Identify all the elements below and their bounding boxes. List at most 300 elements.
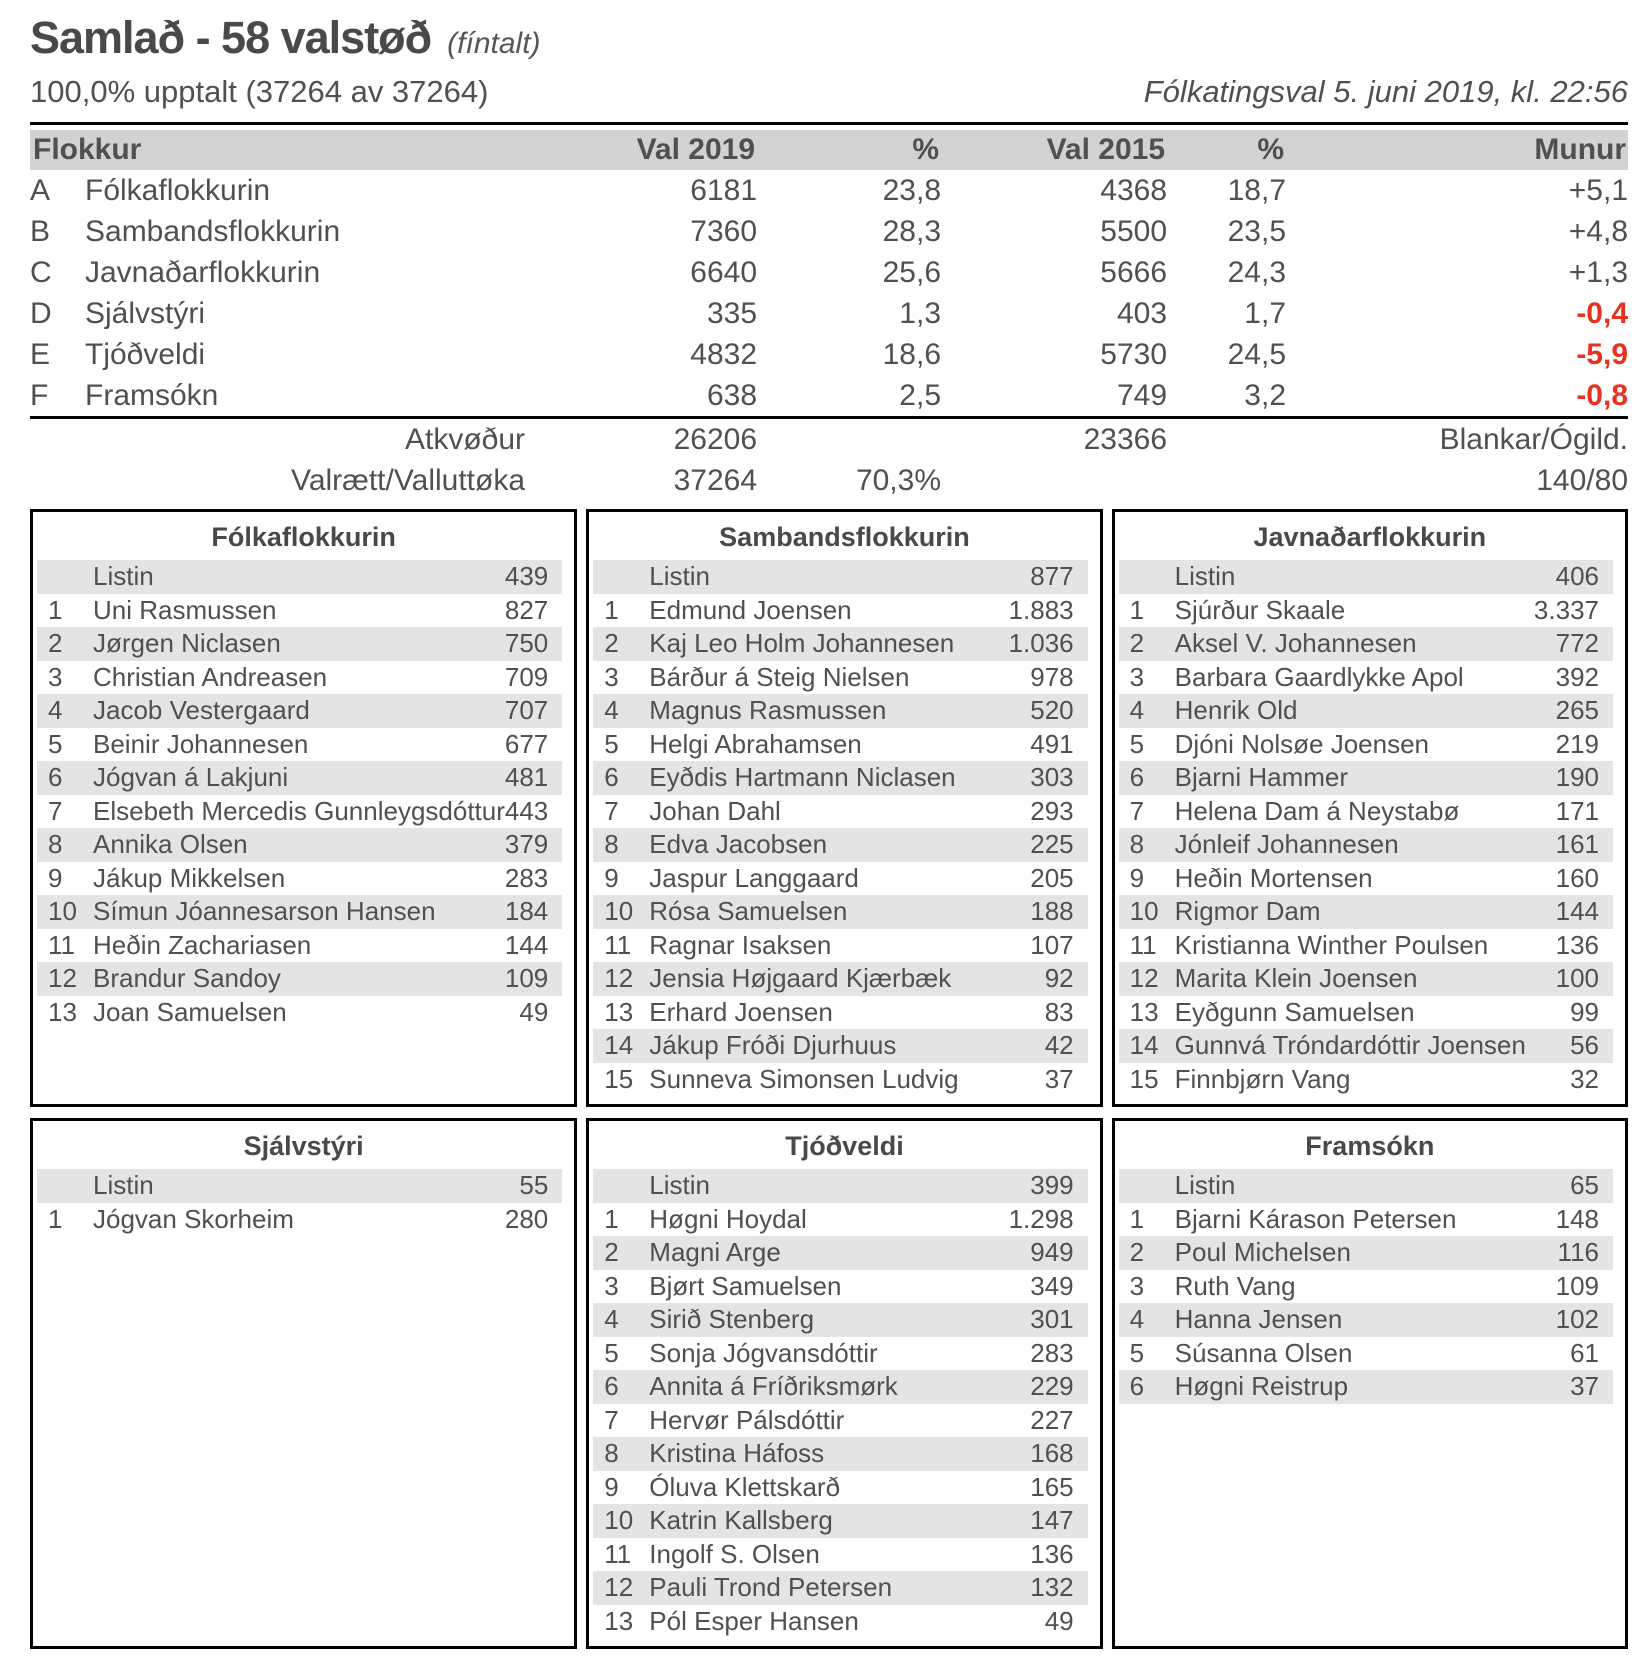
candidate-number: 1: [1129, 594, 1145, 625]
candidate-number: 12: [1129, 963, 1159, 994]
candidate-number: 6: [1129, 1371, 1145, 1402]
val-2015: 403: [1116, 296, 1168, 330]
munur: -5,9: [1576, 337, 1629, 371]
pct-2019: 18,6: [882, 337, 942, 371]
party-box-title: Sambandsflokkurin: [719, 522, 970, 552]
candidate-row: [593, 1370, 1087, 1404]
candidate-name: Pauli Trond Petersen: [649, 1572, 893, 1603]
summary-footer: [30, 418, 1628, 502]
listin-row: [593, 560, 1087, 594]
candidate-name: Listin: [1174, 1170, 1236, 1201]
candidate-name: Ruth Vang: [1174, 1270, 1296, 1301]
candidate-name: Jógvan Skorheim: [93, 1203, 294, 1234]
candidate-votes: 107: [1030, 929, 1074, 960]
candidate-number: 4: [604, 695, 619, 726]
candidate-row: [593, 1471, 1087, 1505]
summary-header: [30, 130, 1628, 170]
footer-label: Atkvøður: [30, 418, 525, 461]
footer-val-2019: 37264: [673, 463, 758, 497]
candidate-votes: 102: [1555, 1304, 1599, 1335]
val-2015: 749: [1116, 378, 1168, 412]
candidate-name: Kristina Háfoss: [649, 1438, 825, 1469]
candidate-votes: 144: [504, 929, 549, 960]
summary-row: [30, 375, 1628, 418]
candidate-name: Símun Jóannesarson Hansen: [93, 896, 436, 927]
candidate-row: [37, 795, 562, 829]
val-2015: 5500: [1100, 214, 1168, 248]
candidate-name: Jaspur Langgaard: [649, 862, 859, 893]
val-2019: 4832: [690, 337, 758, 371]
page-title: Samlað - 58 valstøð: [30, 12, 432, 63]
candidate-name: Sonja Jógvansdóttir: [649, 1337, 878, 1368]
candidate-votes: 293: [1030, 795, 1074, 826]
candidate-row: [593, 1029, 1087, 1063]
candidate-votes: 205: [1030, 862, 1074, 893]
candidate-row: [593, 694, 1087, 728]
candidate-name: Bjarni Hammer: [1174, 762, 1349, 793]
candidate-number: 12: [604, 963, 634, 994]
candidate-votes: 827: [504, 594, 549, 625]
candidate-name: Eyðgunn Samuelsen: [1174, 996, 1415, 1027]
candidate-name: Helena Dam á Neystabø: [1174, 795, 1460, 826]
candidate-row: [1119, 661, 1613, 695]
pct-2015: 24,5: [1227, 337, 1287, 371]
candidate-row: [37, 962, 562, 996]
candidate-row: [1119, 1236, 1613, 1270]
candidate-name: Listin: [93, 561, 154, 592]
val-2015: 4368: [1100, 173, 1168, 207]
candidate-name: Listin: [649, 561, 710, 592]
candidate-row: [593, 1337, 1087, 1371]
candidate-number: 13: [48, 996, 77, 1027]
candidate-row: [593, 761, 1087, 795]
candidate-row: [1119, 962, 1613, 996]
candidate-row: [593, 1605, 1087, 1639]
candidate-number: 6: [48, 762, 63, 793]
party-name: Sjálvstýri: [85, 296, 206, 330]
candidate-name: Listin: [1174, 561, 1236, 592]
footer-munur: 140/80: [1536, 463, 1629, 497]
footer-val-2015: 23366: [941, 418, 1167, 461]
party-name: Javnaðarflokkurin: [85, 255, 321, 289]
candidate-row: [593, 1437, 1087, 1471]
candidate-name: Christian Andreasen: [93, 661, 328, 692]
listin-row: [37, 1169, 562, 1203]
candidate-name: Katrin Kallsberg: [649, 1505, 833, 1536]
candidate-row: [1119, 627, 1613, 661]
candidate-votes: 280: [504, 1203, 549, 1234]
candidate-row: [1119, 1063, 1613, 1097]
col-val-2015: Val 2015: [941, 130, 1167, 170]
candidate-number: 5: [48, 728, 63, 759]
candidate-name: Finnbjørn Vang: [1174, 1063, 1351, 1094]
val-2015: 5666: [1100, 255, 1168, 289]
candidate-number: 13: [604, 996, 634, 1027]
candidate-name: Hanna Jensen: [1174, 1304, 1343, 1335]
candidate-row: [593, 627, 1087, 661]
party-letter: F: [30, 378, 49, 412]
candidate-name: Súsanna Olsen: [1174, 1337, 1353, 1368]
candidate-name: Brandur Sandoy: [93, 963, 281, 994]
candidate-votes: 707: [504, 695, 549, 726]
candidate-row: [1119, 1270, 1613, 1304]
candidate-number: 11: [48, 929, 75, 960]
munur: -0,8: [1576, 378, 1629, 412]
candidate-row: [1119, 895, 1613, 929]
candidate-row: [593, 828, 1087, 862]
val-2019: 6181: [690, 173, 758, 207]
candidate-name: Helgi Abrahamsen: [649, 728, 862, 759]
candidate-row: [593, 728, 1087, 762]
candidate-number: 1: [48, 1203, 63, 1234]
listin-row: [593, 1169, 1087, 1203]
candidate-name: Edmund Joensen: [649, 594, 852, 625]
candidate-row: [593, 895, 1087, 929]
party-box-title: Fólkaflokkurin: [211, 522, 396, 552]
candidate-votes: 92: [1044, 963, 1074, 994]
candidate-votes: 1.036: [1008, 628, 1074, 659]
candidate-votes: 219: [1555, 728, 1599, 759]
candidate-name: Barbara Gaardlykke Apol: [1174, 661, 1464, 692]
candidate-votes: 55: [519, 1170, 549, 1201]
candidate-votes: 709: [504, 661, 549, 692]
candidate-name: Jógvan á Lakjuni: [93, 762, 289, 793]
candidate-number: 12: [604, 1572, 634, 1603]
party-letter: E: [30, 337, 51, 371]
listin-row: [1119, 560, 1613, 594]
candidate-votes: 677: [504, 728, 549, 759]
candidate-name: Elsebeth Mercedis Gunnleygsdóttur: [93, 795, 505, 826]
candidate-row: [37, 694, 562, 728]
footer-label: Valrætt/Valluttøka: [291, 463, 526, 497]
candidate-name: Poul Michelsen: [1174, 1237, 1351, 1268]
val-2019: 638: [706, 378, 758, 412]
candidate-name: Ragnar Isaksen: [649, 929, 832, 960]
party-name: Fólkaflokkurin: [85, 173, 271, 207]
candidate-number: 8: [604, 1438, 619, 1469]
candidate-votes: 168: [1030, 1438, 1074, 1469]
candidate-name: Jákup Fróði Djurhuus: [649, 1030, 897, 1061]
candidate-name: Annika Olsen: [93, 829, 248, 860]
candidate-votes: 49: [1044, 1605, 1074, 1636]
candidate-number: 2: [604, 1237, 619, 1268]
candidate-votes: 1.298: [1008, 1203, 1074, 1234]
pct-2015: 23,5: [1227, 214, 1287, 248]
col-munur: Munur: [1286, 130, 1628, 170]
pct-2019: 23,8: [882, 173, 942, 207]
candidate-name: Jacob Vestergaard: [93, 695, 310, 726]
candidate-votes: 1.883: [1008, 594, 1074, 625]
party-box: [30, 1118, 577, 1649]
summary-row: [30, 293, 1628, 334]
candidate-number: 1: [48, 594, 63, 625]
listin-row: [37, 560, 562, 594]
munur: +4,8: [1568, 214, 1629, 248]
candidate-row: [37, 929, 562, 963]
candidate-row: [37, 862, 562, 896]
candidate-name: Sirið Stenberg: [649, 1304, 815, 1335]
candidate-name: Edva Jacobsen: [649, 829, 828, 860]
party-box-title: Javnaðarflokkurin: [1253, 522, 1487, 552]
candidate-name: Gunnvá Tróndardóttir Joensen: [1174, 1030, 1526, 1061]
candidate-votes: 161: [1555, 829, 1599, 860]
summary-footer-row: [30, 460, 1628, 501]
candidate-number: 3: [604, 661, 619, 692]
candidate-row: [1119, 594, 1613, 628]
candidate-votes: 190: [1555, 762, 1599, 793]
candidate-number: 7: [604, 1404, 619, 1435]
party-box-title: Sjálvstýri: [243, 1131, 364, 1161]
candidate-name: Aksel V. Johannesen: [1174, 628, 1417, 659]
candidate-votes: 32: [1570, 1063, 1599, 1094]
party-letter: B: [30, 214, 51, 248]
candidate-number: 4: [1129, 695, 1145, 726]
candidate-name: Erhard Joensen: [649, 996, 833, 1027]
candidate-votes: 136: [1555, 929, 1599, 960]
munur: +1,3: [1568, 255, 1629, 289]
candidate-number: 5: [604, 728, 619, 759]
party-box-title: Framsókn: [1305, 1131, 1435, 1161]
candidate-number: 8: [604, 829, 619, 860]
candidate-votes: 399: [1030, 1170, 1074, 1201]
summary-row: [30, 211, 1628, 252]
candidate-name: Bjørt Samuelsen: [649, 1270, 842, 1301]
party-letter: C: [30, 255, 52, 289]
candidate-number: 15: [1129, 1063, 1159, 1094]
candidate-votes: 349: [1030, 1270, 1074, 1301]
candidate-row: [37, 661, 562, 695]
candidate-votes: 772: [1555, 628, 1599, 659]
page-title-suffix: (fíntalt): [447, 27, 541, 60]
candidate-votes: 301: [1030, 1304, 1074, 1335]
candidate-votes: 225: [1030, 829, 1074, 860]
candidate-row: [593, 1203, 1087, 1237]
val-2019: 335: [706, 296, 758, 330]
candidate-votes: 116: [1557, 1237, 1599, 1268]
candidate-name: Djóni Nolsøe Joensen: [1174, 728, 1429, 759]
candidate-row: [593, 929, 1087, 963]
candidate-votes: 165: [1030, 1471, 1074, 1502]
candidate-number: 10: [48, 896, 77, 927]
candidate-votes: 56: [1570, 1030, 1599, 1061]
party-letter: A: [30, 173, 51, 207]
candidate-row: [593, 996, 1087, 1030]
candidate-row: [37, 1203, 562, 1237]
summary-row: [30, 334, 1628, 375]
candidate-row: [1119, 761, 1613, 795]
candidate-number: 11: [604, 929, 632, 960]
candidate-votes: 877: [1030, 561, 1074, 592]
candidate-number: 8: [1129, 829, 1145, 860]
pct-2019: 1,3: [899, 296, 942, 330]
party-box: [1112, 509, 1628, 1107]
candidate-name: Rigmor Dam: [1174, 896, 1321, 927]
candidate-number: 1: [1129, 1203, 1145, 1234]
pct-2015: 24,3: [1227, 255, 1287, 289]
candidate-row: [37, 828, 562, 862]
candidate-votes: 65: [1570, 1170, 1599, 1201]
candidate-name: Johan Dahl: [649, 795, 781, 826]
party-box-title: Tjóðveldi: [785, 1131, 904, 1161]
footer-pct-2015: [1167, 460, 1286, 501]
candidate-votes: 99: [1570, 996, 1599, 1027]
candidate-votes: 949: [1030, 1237, 1074, 1268]
candidate-number: 13: [1129, 996, 1159, 1027]
munur: +5,1: [1568, 173, 1629, 207]
candidate-row: [1119, 828, 1613, 862]
candidate-number: 6: [604, 1371, 619, 1402]
candidate-votes: 37: [1570, 1371, 1599, 1402]
party-name: Sambandsflokkurin: [85, 214, 341, 248]
candidate-name: Listin: [649, 1170, 710, 1201]
election-date: Fólkatingsval 5. juni 2019, kl. 22:56: [1143, 74, 1628, 109]
val-2019: 7360: [690, 214, 758, 248]
col-flokkur: Flokkur: [30, 130, 525, 170]
candidate-name: Magni Arge: [649, 1237, 781, 1268]
col-pct-2015: %: [1167, 130, 1286, 170]
candidate-votes: 61: [1570, 1337, 1599, 1368]
candidate-row: [593, 1236, 1087, 1270]
candidate-name: Ingolf S. Olsen: [649, 1538, 820, 1569]
candidate-row: [593, 1270, 1087, 1304]
summary-body: [30, 170, 1628, 418]
party-letter: D: [30, 296, 52, 330]
candidate-votes: 283: [1030, 1337, 1074, 1368]
candidate-votes: 148: [1555, 1203, 1599, 1234]
candidate-row: [1119, 694, 1613, 728]
candidate-number: 10: [604, 896, 634, 927]
summary-header-row: [30, 130, 1628, 170]
sub-header: [30, 74, 1628, 125]
candidate-number: 1: [604, 594, 619, 625]
candidate-row: [593, 862, 1087, 896]
candidate-name: Rósa Samuelsen: [649, 896, 848, 927]
candidate-votes: 406: [1555, 561, 1599, 592]
pct-2019: 25,6: [882, 255, 942, 289]
candidate-votes: 37: [1044, 1063, 1074, 1094]
candidate-number: 7: [604, 795, 619, 826]
candidate-name: Magnus Rasmussen: [649, 695, 887, 726]
candidate-name: Bárður á Steig Nielsen: [649, 661, 910, 692]
candidate-number: 2: [604, 628, 619, 659]
candidate-name: Annita á Fríðriksmørk: [649, 1371, 898, 1402]
candidate-number: 2: [1129, 628, 1145, 659]
candidate-row: [593, 1504, 1087, 1538]
candidate-name: Listin: [93, 1170, 154, 1201]
candidate-number: 6: [1129, 762, 1145, 793]
candidate-number: 14: [604, 1030, 634, 1061]
val-2015: 5730: [1100, 337, 1168, 371]
pct-2015: 3,2: [1244, 378, 1287, 412]
candidate-votes: 144: [1555, 896, 1599, 927]
candidate-row: [37, 761, 562, 795]
candidate-votes: 491: [1030, 728, 1074, 759]
candidate-row: [37, 728, 562, 762]
footer-munur: Blankar/Ógild.: [1286, 418, 1628, 461]
candidate-row: [1119, 1303, 1613, 1337]
col-val-2019: Val 2019: [525, 130, 757, 170]
candidate-number: 15: [604, 1063, 634, 1094]
candidate-row: [37, 627, 562, 661]
candidate-row: [1119, 728, 1613, 762]
candidate-number: 2: [48, 628, 63, 659]
candidate-number: 12: [48, 963, 77, 994]
candidate-votes: 136: [1030, 1538, 1074, 1569]
candidate-votes: 283: [504, 862, 549, 893]
candidate-row: [1119, 929, 1613, 963]
candidate-votes: 109: [1555, 1270, 1599, 1301]
party-box: [586, 509, 1102, 1107]
candidate-name: Eyðdis Hartmann Niclasen: [649, 762, 956, 793]
candidate-votes: 229: [1030, 1371, 1074, 1402]
page-header: [30, 6, 1628, 64]
party-name: Framsókn: [85, 378, 219, 412]
candidate-row: [593, 1404, 1087, 1438]
candidate-number: 6: [604, 762, 619, 793]
candidate-votes: 184: [504, 896, 549, 927]
candidate-number: 11: [1129, 929, 1157, 960]
candidate-name: Høgni Hoydal: [649, 1203, 807, 1234]
candidate-row: [593, 1303, 1087, 1337]
col-pct-2019: %: [757, 130, 941, 170]
candidate-number: 7: [48, 795, 63, 826]
candidate-number: 11: [604, 1538, 632, 1569]
party-name: Tjóðveldi: [85, 337, 206, 371]
candidate-name: Jensia Højgaard Kjærbæk: [649, 963, 952, 994]
candidate-number: 14: [1129, 1030, 1159, 1061]
candidate-row: [593, 795, 1087, 829]
candidate-number: 13: [604, 1605, 634, 1636]
candidate-name: Jákup Mikkelsen: [93, 862, 286, 893]
candidate-votes: 265: [1555, 695, 1599, 726]
candidate-number: 4: [48, 695, 63, 726]
candidate-number: 4: [604, 1304, 619, 1335]
candidate-votes: 481: [504, 762, 549, 793]
candidate-votes: 3.337: [1533, 594, 1599, 625]
candidate-votes: 303: [1030, 762, 1074, 793]
candidate-votes: 750: [504, 628, 549, 659]
candidate-votes: 109: [504, 963, 549, 994]
candidate-number: 9: [604, 862, 619, 893]
candidate-row: [593, 962, 1087, 996]
candidate-number: 1: [604, 1203, 619, 1234]
candidate-name: Høgni Reistrup: [1174, 1371, 1349, 1402]
candidate-number: 9: [1129, 862, 1145, 893]
candidate-number: 5: [604, 1337, 619, 1368]
candidate-votes: 147: [1030, 1505, 1074, 1536]
val-2019: 6640: [690, 255, 758, 289]
candidate-votes: 443: [504, 795, 549, 826]
candidate-votes: 100: [1555, 963, 1599, 994]
pct-2019: 2,5: [899, 378, 942, 412]
candidate-name: Sjúrður Skaale: [1174, 594, 1346, 625]
footer-val-2019: 26206: [525, 418, 757, 461]
candidate-votes: 439: [504, 561, 549, 592]
candidate-name: Kristianna Winther Poulsen: [1174, 929, 1489, 960]
candidate-name: Óluva Klettskarð: [649, 1471, 841, 1502]
candidate-name: Jørgen Niclasen: [93, 628, 281, 659]
candidate-row: [1119, 1203, 1613, 1237]
candidate-name: Uni Rasmussen: [93, 594, 277, 625]
candidate-votes: 171: [1555, 795, 1599, 826]
candidate-votes: 132: [1030, 1572, 1074, 1603]
candidate-row: [1119, 795, 1613, 829]
candidate-row: [1119, 996, 1613, 1030]
counted-status: 100,0% upptalt (37264 av 37264): [30, 74, 489, 109]
munur: -0,4: [1576, 296, 1629, 330]
candidate-number: 8: [48, 829, 63, 860]
candidate-number: 9: [604, 1471, 619, 1502]
